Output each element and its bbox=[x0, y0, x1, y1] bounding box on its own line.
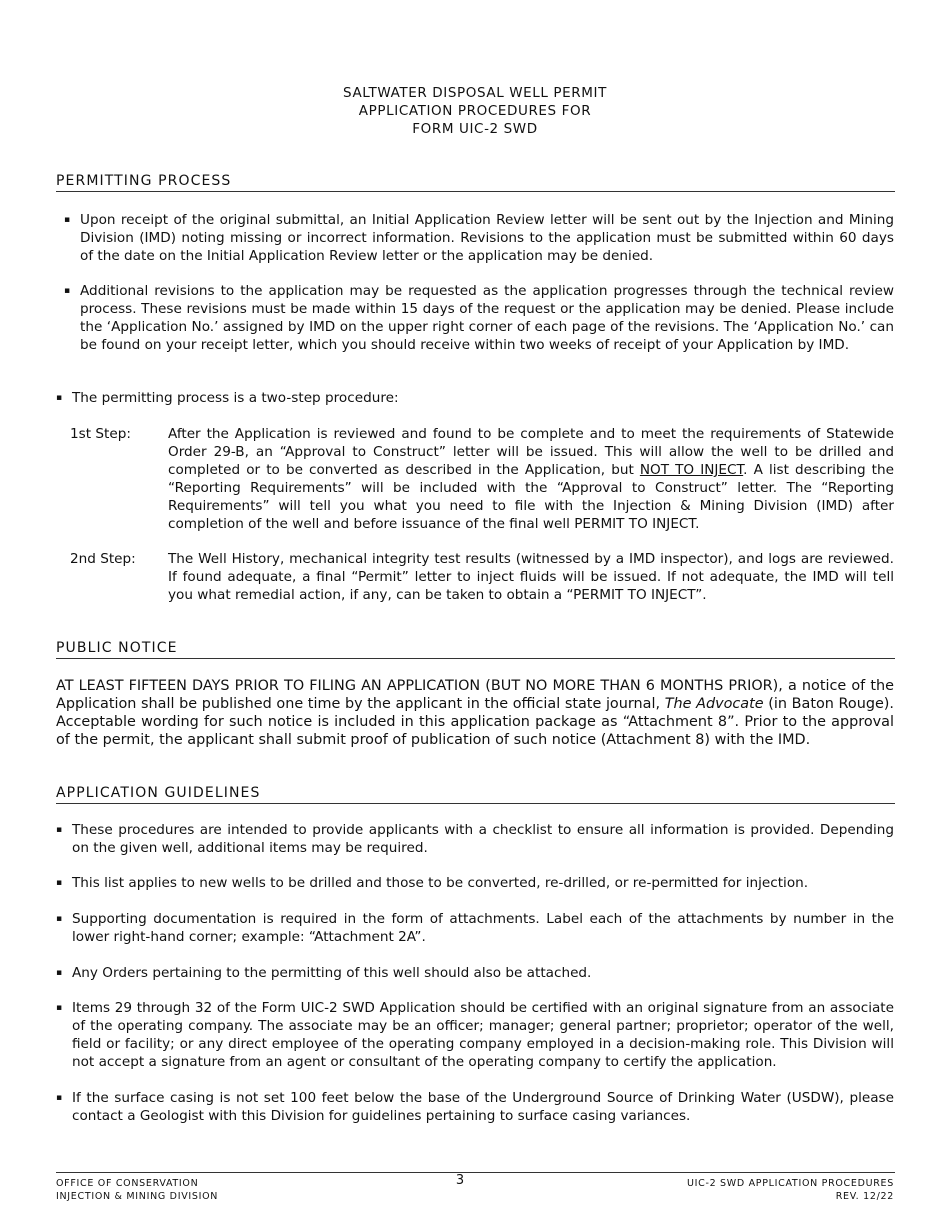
step-1-text-b: . A list describing the “Reporting Requirements” will be included with the “Approval to Construct” letter. The “Reporting Requirements” will tell you what you need to file with the Injection & Mining Division (IMD) after completion of the well and before issuance of the final well PERMIT TO INJECT. bbox=[168, 462, 894, 532]
guideline-text: Items 29 through 32 of the Form UIC-2 SWD Application should be certified with an original signature from an associate of the operating company. The associate may be an officer; manager; general partner; proprietor; operator of the well, field or facility; or any direct employee of the operating company employed in a decision-making role. This Division will not accept a signature from an agent or consultant of the operating company to certify the application. bbox=[72, 1000, 894, 1070]
guideline-text: This list applies to new wells to be drilled and those to be converted, re-drilled, or re-permitted for injection. bbox=[72, 875, 809, 891]
step-1-text-a: After the Application is reviewed and found to be complete and to meet the requirements of Statewide Order 29-B, an “Approval to Construct” letter will be issued. This will allow the well to be drilled and completed or to be converted as described in the Application, but bbox=[168, 426, 894, 478]
bullet-marker: ▪ bbox=[56, 878, 63, 888]
public-notice-paragraph bbox=[56, 677, 894, 749]
public-notice-lead: AT LEAST FIFTEEN DAYS PRIOR TO FILING AN APPLICATION (BUT NO MORE THAN 6 MONTHS PRIOR) bbox=[56, 678, 779, 694]
journal-name: The Advocate bbox=[664, 696, 764, 712]
bullet-text: Upon receipt of the original submittal, an Initial Application Review letter will be sent out by the Injection and Mining Division (IMD) noting missing or incorrect information. Revisions to the application must be submitted within 60 days of the date on the Initial Application Review letter or the application may be denied. bbox=[80, 212, 894, 264]
footer-divider bbox=[56, 1172, 895, 1173]
step-1-label: 1st Step: bbox=[70, 426, 131, 442]
footer-office: OFFICE OF CONSERVATION bbox=[56, 1178, 199, 1189]
title-line-1: SALTWATER DISPOSAL WELL PERMIT bbox=[343, 85, 607, 101]
bullet-text: Additional revisions to the application may be requested as the application progresses through the technical review process. These revisions must be made within 15 days of the request or the application may be denied. Please include the ‘Application No.’ assigned by IMD on the upper right corner of each page of the revisions. The ‘Application No.’ can be found on your receipt letter, which you should receive within two weeks of receipt of your Application by IMD. bbox=[80, 283, 894, 353]
bullet-marker: ▪ bbox=[64, 215, 71, 225]
step-2-label: 2nd Step: bbox=[70, 551, 136, 567]
guideline-text: Any Orders pertaining to the permitting of this well should also be attached. bbox=[72, 965, 592, 981]
page-number: 3 bbox=[455, 1173, 465, 1188]
footer-right bbox=[687, 1177, 894, 1203]
bullet-marker: ▪ bbox=[56, 1003, 63, 1013]
document-title bbox=[0, 84, 950, 138]
bullet-marker: ▪ bbox=[64, 286, 71, 296]
bullet-text: The permitting process is a two-step procedure: bbox=[72, 390, 399, 406]
public-notice-text-b: (in Baton Rouge). Acceptable wording for such notice is included in this application package as “Attachment 8”. Prior to the approval of the permit, the applicant shall submit proof of publication of such notice (Attachment 8) with the IMD. bbox=[56, 696, 894, 748]
bullet-marker: ▪ bbox=[56, 1093, 63, 1103]
bullet-marker: ▪ bbox=[56, 393, 63, 403]
bullet-marker: ▪ bbox=[56, 914, 63, 924]
step-1-text bbox=[168, 425, 894, 533]
footer-document-name: UIC-2 SWD APPLICATION PROCEDURES bbox=[686, 1178, 894, 1189]
public-notice-text-a: , a notice of the Application shall be published one time by the applicant in the official state journal, bbox=[56, 678, 894, 712]
public-notice-heading: PUBLIC NOTICE bbox=[56, 639, 895, 659]
bullet-marker: ▪ bbox=[56, 825, 63, 835]
bullet-marker: ▪ bbox=[56, 968, 63, 978]
guideline-text: If the surface casing is not set 100 feet below the base of the Underground Source of Drinking Water (USDW), please contact a Geologist with this Division for guidelines pertaining to surface casing variances. bbox=[72, 1090, 894, 1124]
permitting-process-heading: PERMITTING PROCESS bbox=[56, 172, 895, 192]
guideline-text: Supporting documentation is required in the form of attachments. Label each of the attachments by number in the lower right-hand corner; example: “Attachment 2A”. bbox=[72, 911, 894, 945]
footer-division: INJECTION & MINING DIVISION bbox=[56, 1191, 219, 1202]
title-line-2: APPLICATION PROCEDURES FOR bbox=[358, 103, 592, 119]
title-line-3: FORM UIC-2 SWD bbox=[412, 121, 538, 137]
step-2-text: The Well History, mechanical integrity test results (witnessed by a IMD inspector), and logs are reviewed. If found adequate, a final “Permit” letter to inject fluids will be issued. If not adequate, the IMD will tell you what remedial action, if any, can be taken to obtain a “PERMIT TO INJECT”. bbox=[168, 551, 894, 603]
not-to-inject-emphasis: NOT TO INJECT bbox=[639, 462, 744, 478]
footer-revision: REV. 12/22 bbox=[835, 1191, 894, 1202]
application-guidelines-heading: APPLICATION GUIDELINES bbox=[56, 784, 895, 804]
guideline-text: These procedures are intended to provide applicants with a checklist to ensure all information is provided. Depending on the given well, additional items may be required. bbox=[72, 822, 894, 856]
